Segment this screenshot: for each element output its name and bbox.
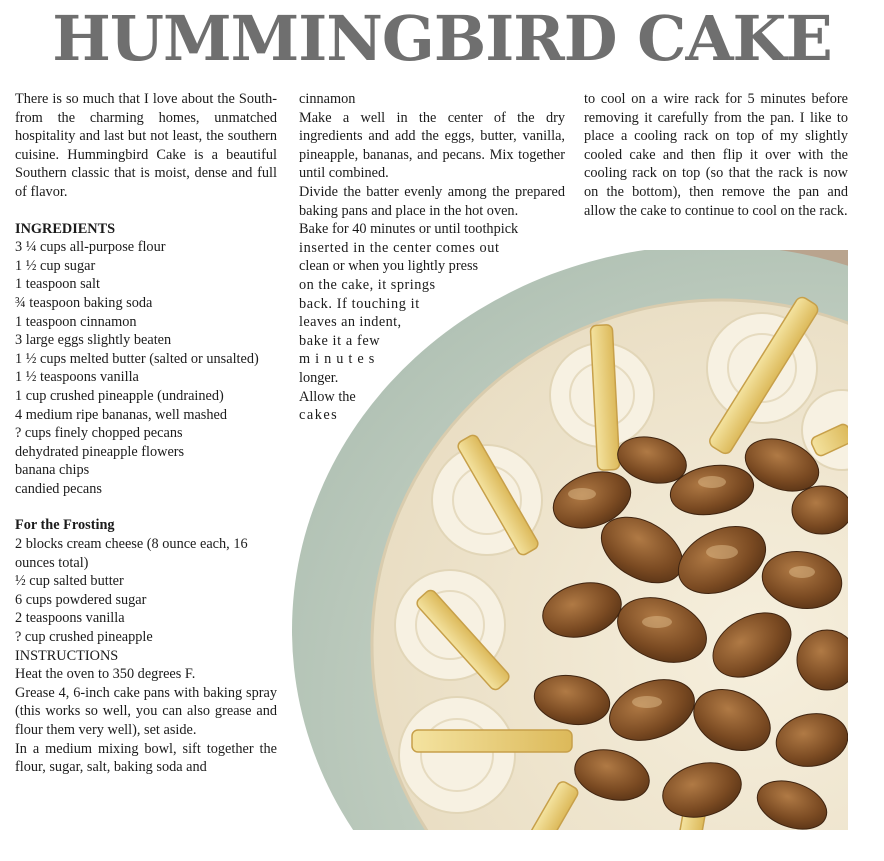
column-left <box>15 90 277 777</box>
ingredient-item: 1 ½ cups melted butter (salted or unsalted) <box>15 350 259 367</box>
bake-line: clean or when you lightly press <box>299 258 479 275</box>
frosting-item: 2 teaspoons vanilla <box>15 610 125 627</box>
column-right <box>584 90 848 220</box>
instruction-step: In a medium mixing bowl, sift together the flour, sugar, salt, baking soda and <box>15 740 277 776</box>
frosting-heading: For the Frosting <box>15 517 115 534</box>
frosting-item: 2 blocks cream cheese (8 ounce each, 16 ounces total) <box>15 536 248 571</box>
bake-line: inserted in the center comes out <box>299 239 500 256</box>
instruction-step-cooling: to cool on a wire rack for 5 minutes before removing it carefully from the pan. I like to place a cooling rack on top of my slightly cooled cake and then flip it over with the cooling rack on top (so that the rack is now on the bottom), then remove the pan and allow the cake to continue to cool on the rack. <box>584 91 848 219</box>
ingredient-item: 1 teaspoon cinnamon <box>15 313 137 330</box>
column-middle <box>299 90 565 425</box>
frosting-item: 6 cups powdered sugar <box>15 591 147 608</box>
bake-line: leaves an indent, <box>299 314 402 331</box>
ingredients-list <box>15 238 277 498</box>
instruction-continued: cinnamon <box>299 91 356 107</box>
ingredient-item: 1 ½ cup sugar <box>15 257 96 274</box>
bake-line: cakes <box>299 407 339 424</box>
ingredient-item: candied pecans <box>15 480 102 497</box>
instruction-step: Divide the batter evenly among the prepared baking pans and place in the hot oven. <box>299 183 565 219</box>
page-title: HUMMINGBIRD CAKE <box>52 2 832 75</box>
ingredient-item: ? cups finely chopped pecans <box>15 425 183 442</box>
intro-paragraph: There is so much that I love about the South-from the charming homes, unmatched hospitality and last but not least, the southern cuisine. Hummingbird Cake is a beautiful Southern classic that is moist, dense and full of flavor. <box>15 91 277 200</box>
ingredient-item: 1 cup crushed pineapple (undrained) <box>15 387 224 404</box>
frosting-item: ½ cup salted butter <box>15 573 124 590</box>
ingredients-heading: INGREDIENTS <box>15 220 116 237</box>
bake-line: longer. <box>299 369 339 386</box>
bake-line: back. If touching it <box>299 295 420 312</box>
instructions-heading: INSTRUCTIONS <box>15 647 119 664</box>
bake-line: on the cake, it springs <box>299 276 436 293</box>
ingredient-item: 4 medium ripe bananas, well mashed <box>15 406 228 423</box>
ingredient-item: ¾ teaspoon baking soda <box>15 294 153 311</box>
ingredient-item: 3 large eggs slightly beaten <box>15 332 172 349</box>
instruction-step-bake <box>299 220 565 425</box>
bake-line: bake it a few <box>299 332 381 349</box>
bake-line: Allow the <box>299 388 356 405</box>
instruction-step: Make a well in the center of the dry ingredients and add the eggs, butter, vanilla, pineapple, bananas, and pecans. Mix together until combined. <box>299 109 565 182</box>
ingredient-item: 1 ½ teaspoons vanilla <box>15 369 139 386</box>
bake-line: Bake for 40 minutes or until toothpick <box>299 221 519 238</box>
instructions-list <box>15 665 277 777</box>
ingredient-item: banana chips <box>15 462 90 479</box>
ingredient-item: 1 teaspoon salt <box>15 276 100 293</box>
instruction-step: Grease 4, 6-inch cake pans with baking spray (this works so well, you can also grease and flour them very well), set aside. <box>15 684 277 738</box>
ingredient-item: dehydrated pineapple flowers <box>15 443 185 460</box>
frosting-list <box>15 535 277 647</box>
ingredient-item: 3 ¼ cups all-purpose flour <box>15 239 166 256</box>
bake-line: minutes <box>299 351 380 368</box>
instruction-step: Heat the oven to 350 degrees F. <box>15 666 196 683</box>
frosting-item: ? cup crushed pineapple <box>15 629 153 646</box>
